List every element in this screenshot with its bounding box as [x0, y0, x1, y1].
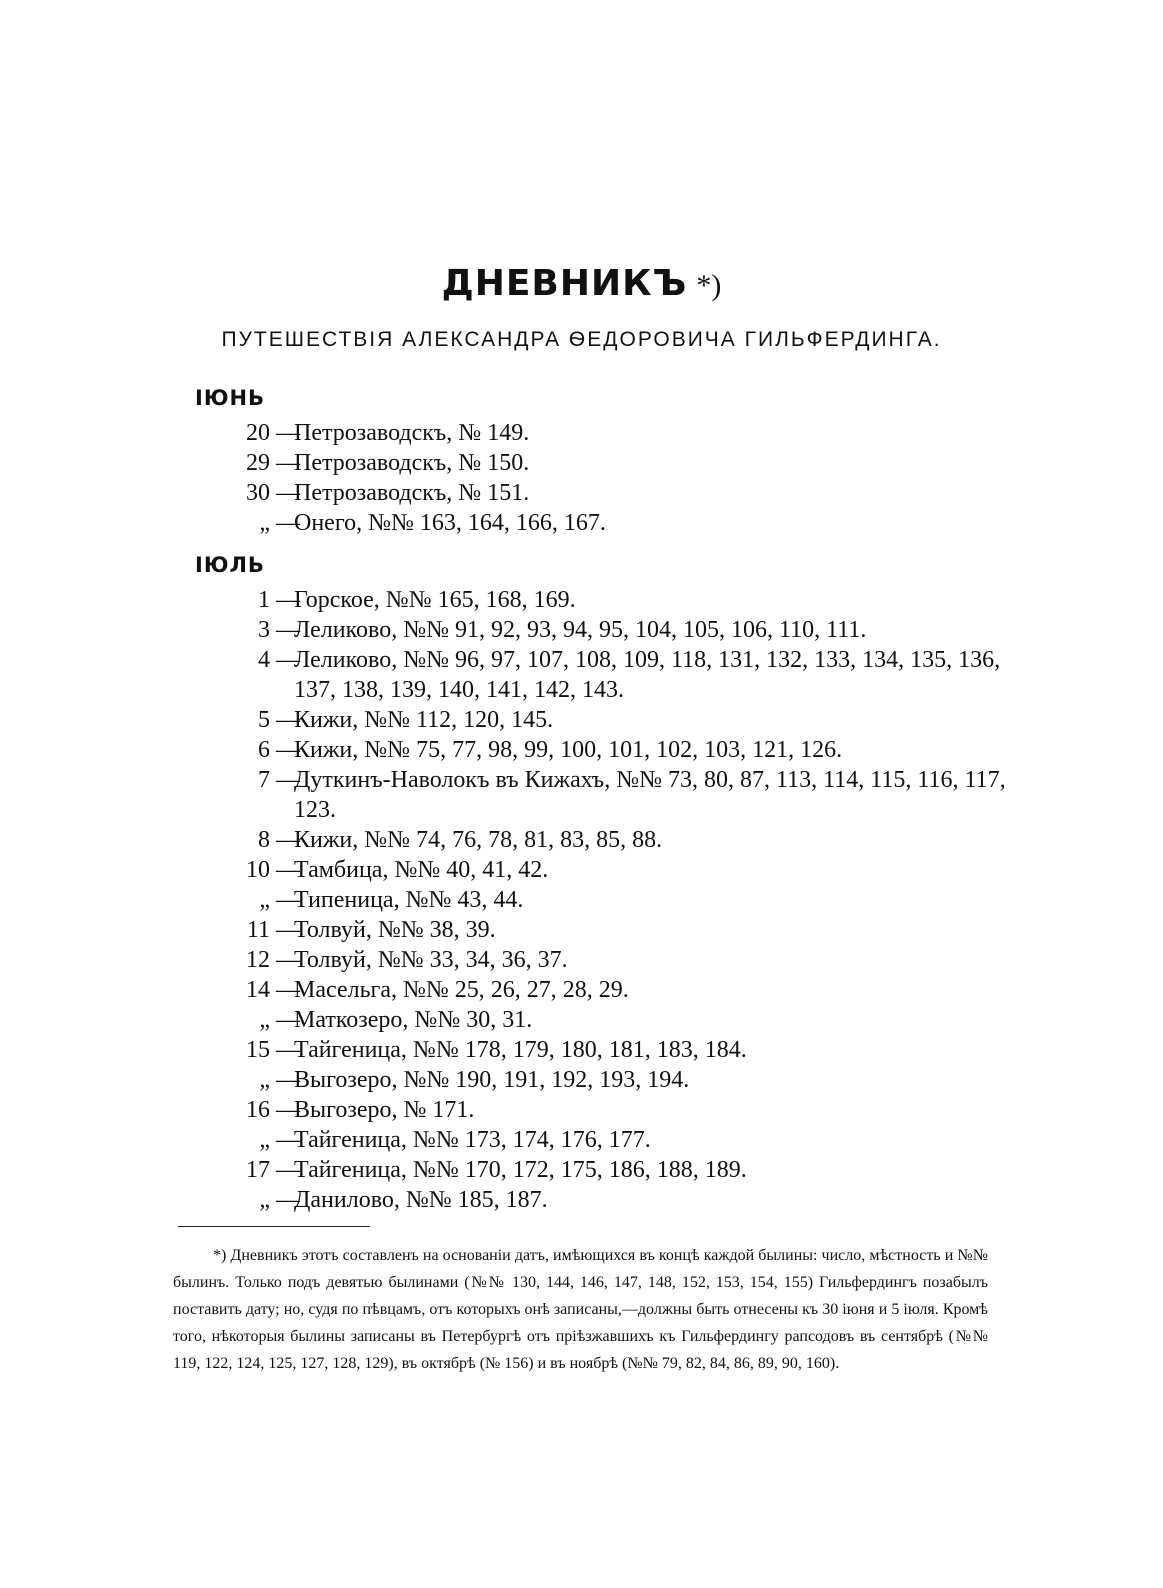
- entry-text: Дуткинъ-Наволокъ въ Кижахъ, №№ 73, 80, 87, 113, 114, 115, 116, 117, 123.: [294, 767, 1006, 823]
- entry-day: 10: [246, 857, 270, 883]
- diary-entry: [200, 765, 1100, 825]
- entry-dash: —: [276, 947, 300, 973]
- entry-dash: —: [276, 977, 300, 1003]
- entry-text: Онего, №№ 163, 164, 166, 167.: [294, 510, 606, 536]
- entry-dash: —: [276, 450, 300, 476]
- entry-text: Леликово, №№ 96, 97, 107, 108, 109, 118, 131, 132, 133, 134, 135, 136, 137, 138, 139, 140, 141, 142, 143.: [294, 647, 1001, 703]
- diary-entry: [200, 855, 1100, 885]
- entry-day: 16: [246, 1097, 270, 1123]
- diary-entry: [200, 1065, 1100, 1095]
- entry-text: Выгозеро, №№ 190, 191, 192, 193, 194.: [294, 1067, 690, 1093]
- entry-dash: —: [276, 510, 300, 536]
- entry-day: 6: [258, 737, 270, 763]
- entry-dash: —: [276, 737, 300, 763]
- entry-dash: —: [276, 617, 300, 643]
- month-heading-june: ІЮНЬ: [195, 386, 266, 410]
- entry-text: Толвуй, №№ 33, 34, 36, 37.: [294, 947, 568, 973]
- entry-day: 30: [246, 480, 270, 506]
- july-entries: [200, 585, 1100, 1215]
- diary-entry: [200, 1035, 1100, 1065]
- entry-day: „: [259, 1187, 270, 1213]
- diary-entry: [200, 508, 1100, 538]
- entry-dash: —: [276, 1097, 300, 1123]
- entry-day: „: [259, 887, 270, 913]
- june-entries: [200, 418, 1100, 538]
- entry-day: 7: [258, 767, 270, 793]
- entry-day: 5: [258, 707, 270, 733]
- entry-dash: —: [276, 1037, 300, 1063]
- entry-day: 4: [258, 647, 270, 673]
- entry-day: 8: [258, 827, 270, 853]
- entry-text: Маткозеро, №№ 30, 31.: [294, 1007, 533, 1033]
- entry-day: 12: [246, 947, 270, 973]
- diary-entry: [200, 1095, 1100, 1125]
- diary-entry: [200, 615, 1100, 645]
- page-subtitle: ПУТЕШЕСТВІЯ АЛЕКСАНДРА ѲЕДОРОВИЧА ГИЛЬФЕРДИНГА.: [221, 328, 942, 351]
- entry-dash: —: [276, 1127, 300, 1153]
- diary-entry: [200, 478, 1100, 508]
- entry-text: Тамбица, №№ 40, 41, 42.: [294, 857, 549, 883]
- entry-day: „: [259, 1127, 270, 1153]
- entry-day: 29: [246, 450, 270, 476]
- diary-entry: [200, 1005, 1100, 1035]
- entry-text: Тайгеница, №№ 178, 179, 180, 181, 183, 184.: [294, 1037, 747, 1063]
- entry-text: Горское, №№ 165, 168, 169.: [294, 587, 576, 613]
- entry-dash: —: [276, 1007, 300, 1033]
- entry-text: Петрозаводскъ, № 150.: [294, 450, 530, 476]
- footnote-divider: [178, 1226, 370, 1227]
- diary-entry: [200, 418, 1100, 448]
- diary-entry: [200, 915, 1100, 945]
- diary-entry: [200, 585, 1100, 615]
- entry-day: 15: [246, 1037, 270, 1063]
- entry-dash: —: [276, 1157, 300, 1183]
- entry-dash: —: [276, 1067, 300, 1093]
- diary-entry: [200, 1155, 1100, 1185]
- entry-day: „: [259, 510, 270, 536]
- entry-text: Кижи, №№ 74, 76, 78, 81, 83, 85, 88.: [294, 827, 663, 853]
- entry-day: 20: [246, 420, 270, 446]
- entry-text: Кижи, №№ 75, 77, 98, 99, 100, 101, 102, 103, 121, 126.: [294, 737, 843, 763]
- entry-day: 14: [246, 977, 270, 1003]
- entry-dash: —: [276, 480, 300, 506]
- entry-dash: —: [276, 857, 300, 883]
- entry-text: Толвуй, №№ 38, 39.: [294, 917, 496, 943]
- entry-dash: —: [276, 647, 300, 673]
- entry-dash: —: [276, 887, 300, 913]
- diary-entry: [200, 1125, 1100, 1155]
- entry-text: Выгозеро, № 171.: [294, 1097, 475, 1123]
- entry-text: Петрозаводскъ, № 151.: [294, 480, 530, 506]
- diary-entry: [200, 945, 1100, 975]
- title-main: ДНЕВНИКЪ: [441, 263, 688, 304]
- entry-dash: —: [276, 1187, 300, 1213]
- entry-dash: —: [276, 917, 300, 943]
- entry-day: 3: [258, 617, 270, 643]
- entry-dash: —: [276, 420, 300, 446]
- diary-entry: [200, 825, 1100, 855]
- entry-day: 11: [246, 917, 270, 943]
- entry-text: Петрозаводскъ, № 149.: [294, 420, 530, 446]
- entry-text: Кижи, №№ 112, 120, 145.: [294, 707, 554, 733]
- entry-text: Данилово, №№ 185, 187.: [294, 1187, 548, 1213]
- entry-text: Тайгеница, №№ 170, 172, 175, 186, 188, 189.: [294, 1157, 747, 1183]
- diary-entry: [200, 885, 1100, 915]
- page-title: [0, 262, 1163, 304]
- diary-entry: [200, 448, 1100, 478]
- diary-entry: [200, 735, 1100, 765]
- diary-entry: [200, 705, 1100, 735]
- entry-day: 1: [258, 587, 270, 613]
- diary-entry: [200, 975, 1100, 1005]
- entry-day: „: [259, 1007, 270, 1033]
- entry-day: 17: [246, 1157, 270, 1183]
- entry-dash: —: [276, 767, 300, 793]
- entry-day: „: [259, 1067, 270, 1093]
- entry-text: Типеница, №№ 43, 44.: [294, 887, 524, 913]
- entry-text: Тайгеница, №№ 173, 174, 176, 177.: [294, 1127, 651, 1153]
- entry-dash: —: [276, 827, 300, 853]
- footnote-mark: *): [696, 269, 722, 302]
- entry-text: Леликово, №№ 91, 92, 93, 94, 95, 104, 105, 106, 110, 111.: [294, 617, 867, 643]
- diary-entry: [200, 645, 1100, 705]
- entry-text: Масельга, №№ 25, 26, 27, 28, 29.: [294, 977, 629, 1003]
- diary-entry: [200, 1185, 1100, 1215]
- month-heading-july: ІЮЛЬ: [195, 553, 265, 577]
- entry-dash: —: [276, 707, 300, 733]
- footnote: *) Дневникъ этотъ составленъ на основаніи датъ, имѣющихся въ концѣ каждой былины: число, мѣстность и №№ былинъ. Только подъ девятью былинами (№№ 130, 144, 146, 147, 148, 152, 153, 154, 155) Гильфердингъ позабылъ поставить дату; но, судя по пѣвцамъ, отъ которыхъ онѣ записаны,—должны быть отнесены къ 30 іюня и 5 іюля. Кромѣ того, нѣкоторыя былины записаны въ Петербургѣ отъ пріѣзжавшихъ къ Гильфердингу рапсодовъ въ сентябрѣ (№№ 119, 122, 124, 125, 127, 128, 129), въ октябрѣ (№ 156) и въ ноябрѣ (№№ 79, 82, 84, 86, 89, 90, 160).: [173, 1247, 988, 1372]
- entry-dash: —: [276, 587, 300, 613]
